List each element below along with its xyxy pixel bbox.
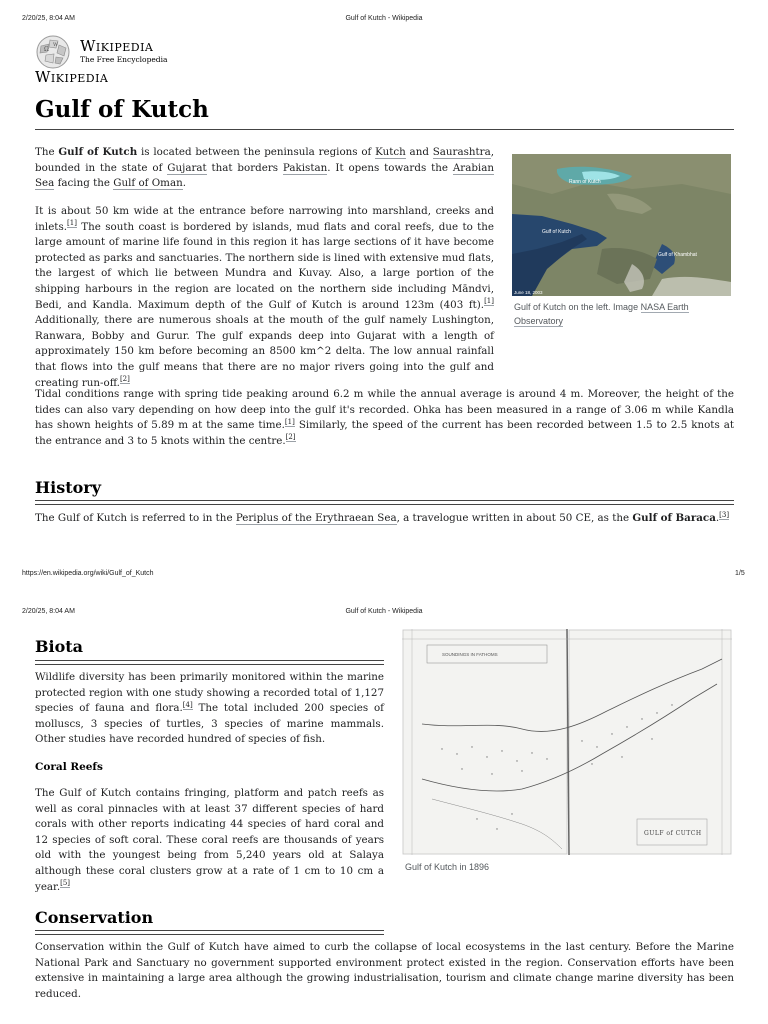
wikipedia-wordmark-secondary: Wikipedia <box>35 68 109 86</box>
citation-3[interactable]: [3] <box>719 510 730 519</box>
link-arabian-sea[interactable]: Arabian Sea <box>35 161 494 190</box>
citation-1b[interactable]: [1] <box>484 297 494 306</box>
citation-5[interactable]: [5] <box>60 879 71 888</box>
svg-text:Ω: Ω <box>44 46 49 53</box>
intro-paragraph-1: The Gulf of Kutch is located between the peninsula regions of Kutch and Saurashtra, bounded in the state of Gujarat that borders Pakistan. It opens towards the Arabian Sea facing the Gulf of Oman. <box>35 146 494 190</box>
map-label-rann: Rann of Kutch <box>569 179 601 185</box>
link-saurashtra[interactable]: Saurashtra <box>432 146 491 158</box>
satellite-caption: Gulf of Kutch on the left. Image NASA Earth Observatory <box>514 302 689 326</box>
historic-chart-image[interactable] <box>402 629 732 855</box>
coral-reefs-heading: Coral Reefs <box>35 761 103 773</box>
print-header-title: Gulf of Kutch - Wikipedia <box>345 15 423 22</box>
history-divider-1 <box>35 500 734 501</box>
biota-paragraph: Wildlife diversity has been primarily monitored within the marine protected region with one study showing a recorded total of 1,127 species of fauna and flora.[4] The total included 200 species of molluscs, 3 species of turtles, 3 species of marine mammals. Other studies have recorded hundred of species of fish. <box>35 671 384 746</box>
image-date-label: June 18, 2003 <box>514 290 543 295</box>
map-label-gulf-khambhat: Gulf of Khambhat <box>658 252 697 258</box>
intro-paragraph-3: Tidal conditions range with spring tide peaking around 6.2 m while the annual average is around 4 m. Moreover, the height of the tides can also vary depending on how deep into the gulf it's recorded. Ohka has been measured in a range of 3.06 m while Kandla has shown heights of 5.89 m at the same time.[1] Similarly, the speed of the current has been recorded between 1.5 to 2.5 knots at the entrance and 3 to 5 knots within the centre.[2] <box>35 388 734 447</box>
bold-term-gulf-of-baraca: Gulf of Baraca <box>632 512 716 524</box>
page-title: Gulf of Kutch <box>35 96 209 123</box>
chart-soundings-label: SOUNDINGS IN FATHOMS <box>442 652 498 657</box>
map-label-gulf-kutch: Gulf of Kutch <box>542 229 571 235</box>
print-footer-page: 1/5 <box>735 570 745 577</box>
link-gulf-of-oman[interactable]: Gulf of Oman <box>113 177 183 190</box>
print-footer-url: https://en.wikipedia.org/wiki/Gulf_of_Kutch <box>22 570 154 577</box>
link-nasa-earth-observatory[interactable]: NASA Earth Observatory <box>514 302 689 326</box>
historic-chart-caption: Gulf of Kutch in 1896 <box>405 862 490 872</box>
print-header-date-2: 2/20/25, 8:04 AM <box>22 608 75 615</box>
citation-4[interactable]: [4] <box>182 700 193 709</box>
satellite-image[interactable] <box>512 154 731 296</box>
print-header-date: 2/20/25, 8:04 AM <box>22 15 75 22</box>
conservation-heading: Conservation <box>35 908 154 927</box>
biota-heading: Biota <box>35 637 84 656</box>
citation-1c[interactable]: [1] <box>284 417 295 426</box>
conservation-divider-1 <box>35 930 384 931</box>
history-divider-2 <box>35 504 734 505</box>
wikipedia-tagline: The Free Encyclopedia <box>80 55 168 64</box>
citation-2[interactable]: [2] <box>119 375 130 384</box>
citation-2b[interactable]: [2] <box>285 433 296 442</box>
link-periplus[interactable]: Periplus of the Erythraean Sea <box>235 512 397 524</box>
chart-gulf-label: GULF of CUTCH <box>644 830 702 837</box>
bold-term-gulf-of-kutch: Gulf of Kutch <box>58 146 138 158</box>
wikipedia-globe-icon[interactable] <box>34 35 74 69</box>
citation-1[interactable]: [1] <box>67 219 77 228</box>
conservation-paragraph: Conservation within the Gulf of Kutch have aimed to curb the collapse of local ecosystems in the last century. Before the Marine National Park and Sanctuary no government supported environment protect existed in the region. Conservation efforts have been extensive in maintaining a large area although the growing industrialisation, tourism and climate change marine diversity has been reduced. <box>35 941 734 1000</box>
svg-text:W: W <box>53 42 59 48</box>
history-paragraph: The Gulf of Kutch is referred to in the Periplus of the Erythraean Sea, a travelogue written in about 50 CE, as the Gulf of Baraca.[3] <box>35 510 730 524</box>
coral-reefs-paragraph: The Gulf of Kutch contains fringing, platform and patch reefs as well as coral pinnacles with at least 37 different species of hard corals with other reports indicating 44 species of hard coral and 12 species of soft coral. These coral reefs are thousands of years old with the youngest being from 5,240 years old at Salaya although these coral clusters grow at a rate of 1 cm to 10 cm a year.[5] <box>35 787 384 893</box>
conservation-divider-2 <box>35 934 384 935</box>
title-divider <box>35 129 734 130</box>
intro-paragraph-2: It is about 50 km wide at the entrance before narrowing into marshland, creeks and inlets.[1] The south coast is bordered by islands, mud flats and coral reefs, due to the large amount of marine life found in this region it has large sections of it have become protected as parks and sanctuaries. The northern side is lined with extensive mud flats, the largest of which lie between Mundra and Kuvay. Also, a large portion of the shipping harbours in the region are located on the northern side including Māndvi, Bedi, and Kandla. Maximum depth of the Gulf of Kutch is around 123m (403 ft).[1] Additionally, there are numerous shoals at the mouth of the gulf namely Lushington, Ranwara, Bobby and Gurur. The gulf expands deep into Gujarat with a length of approximately 150 km before becoming an 8500 km^2 delta. The low annual rainfall that flows into the gulf means that there are no major rivers going into the gulf and creating run-off.[2] <box>35 205 494 389</box>
link-gujarat[interactable]: Gujarat <box>167 161 207 174</box>
biota-divider-1 <box>35 660 384 661</box>
link-pakistan[interactable]: Pakistan <box>282 161 328 174</box>
history-heading: History <box>35 478 101 497</box>
biota-divider-2 <box>35 664 384 665</box>
wikipedia-wordmark[interactable]: Wikipedia <box>80 37 154 55</box>
print-header-title-2: Gulf of Kutch - Wikipedia <box>345 608 423 615</box>
link-kutch[interactable]: Kutch <box>375 146 406 158</box>
